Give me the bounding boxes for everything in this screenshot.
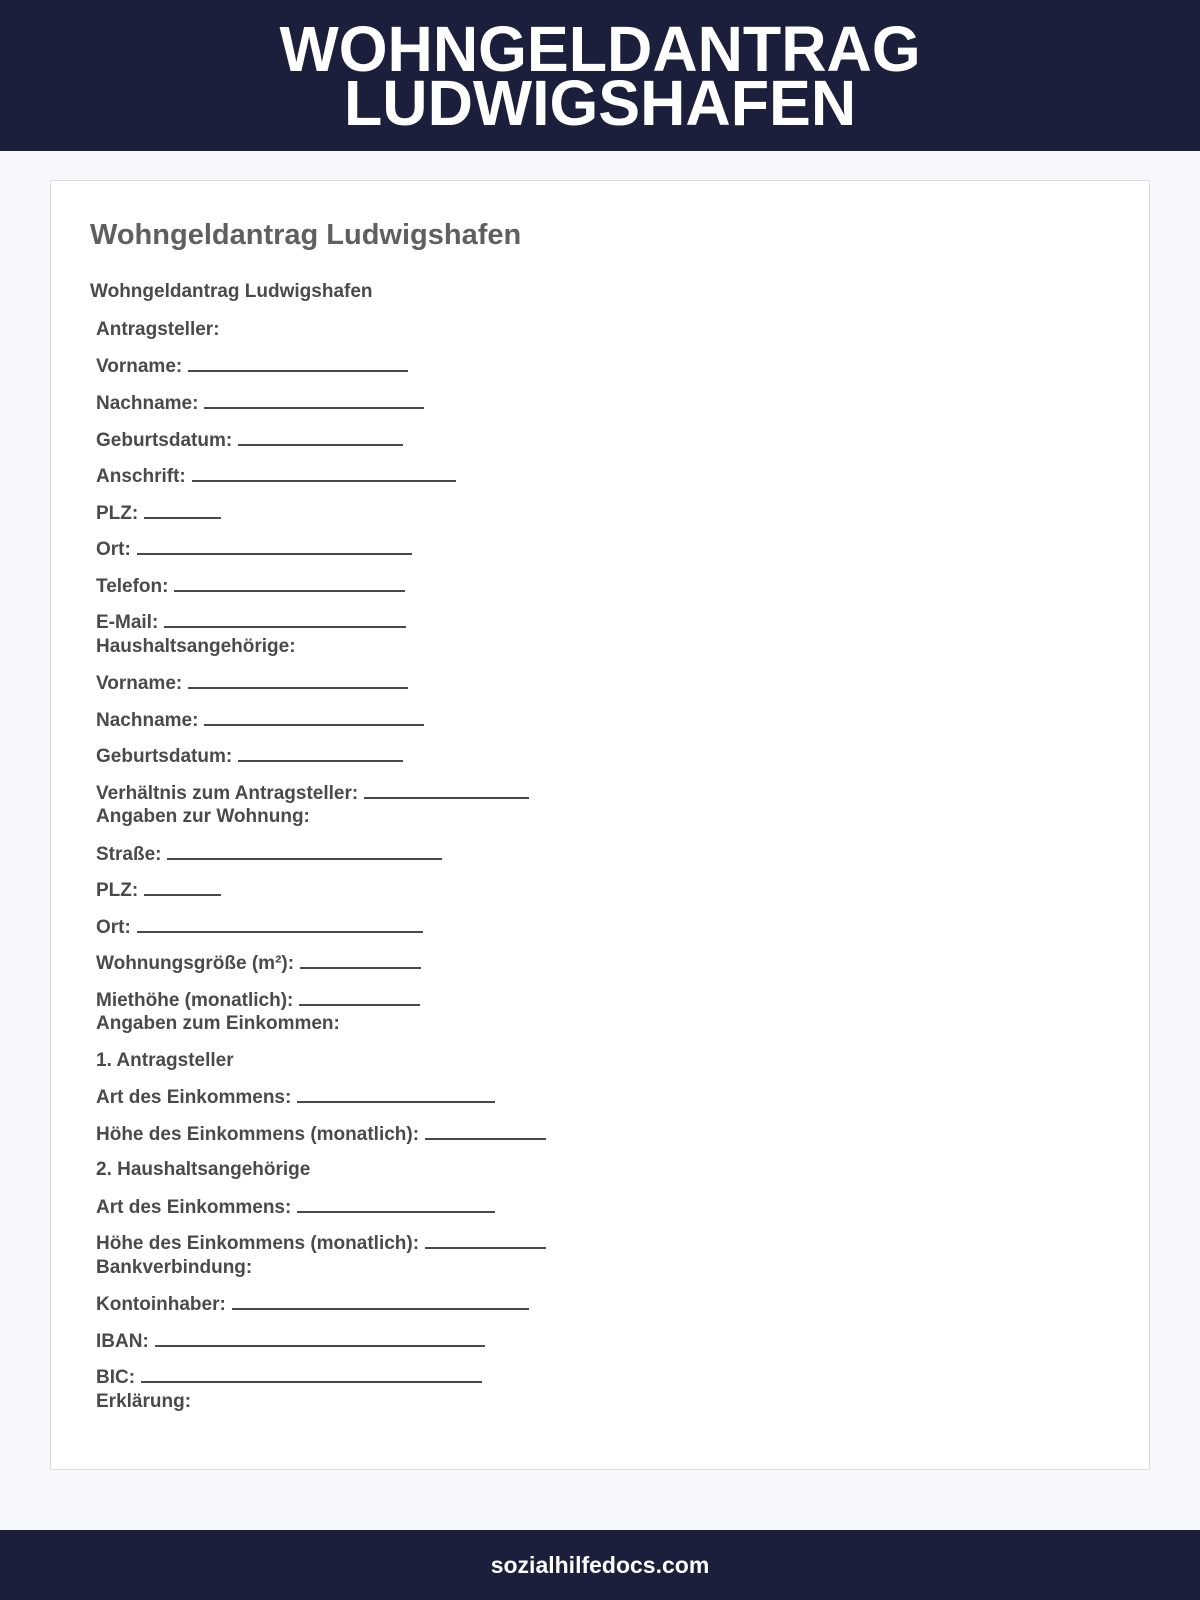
fill-in-blank[interactable] xyxy=(297,1196,495,1213)
form-field-row xyxy=(96,502,221,525)
fill-in-blank[interactable] xyxy=(204,709,424,726)
section-heading xyxy=(96,1050,234,1072)
form-field-row xyxy=(96,611,406,634)
field-label: Bankverbindung: xyxy=(96,1257,253,1278)
fill-in-blank[interactable] xyxy=(238,429,403,446)
field-label: Wohnungsgröße (m²): xyxy=(96,953,295,974)
field-label: Miethöhe (monatlich): xyxy=(96,990,294,1011)
field-label: Antragsteller: xyxy=(96,319,220,340)
form-field-row xyxy=(96,538,412,561)
footer-site: sozialhilfedocs.com xyxy=(490,1551,710,1578)
field-label: Erklärung: xyxy=(96,1391,192,1412)
section-heading xyxy=(96,1257,252,1279)
form-field-row xyxy=(96,1232,546,1255)
field-label: Verhältnis zum Antragsteller: xyxy=(96,783,359,804)
form-field-row xyxy=(96,952,421,975)
field-label: Telefon: xyxy=(96,576,169,597)
fill-in-blank[interactable] xyxy=(144,879,221,896)
section-heading xyxy=(96,1159,310,1181)
field-label: Haushaltsangehörige: xyxy=(96,636,296,657)
field-label: Vorname: xyxy=(96,356,183,377)
fill-in-blank[interactable] xyxy=(144,502,221,519)
field-label: IBAN: xyxy=(96,1331,149,1352)
fill-in-blank[interactable] xyxy=(425,1123,546,1140)
form-field-row xyxy=(96,672,408,695)
fill-in-blank[interactable] xyxy=(300,952,421,969)
fill-in-blank[interactable] xyxy=(297,1086,495,1103)
field-label: Ort: xyxy=(96,539,131,560)
form-field-row xyxy=(96,1293,529,1316)
form-field-row xyxy=(96,392,424,415)
field-label: Angaben zum Einkommen: xyxy=(96,1013,340,1034)
fill-in-blank[interactable] xyxy=(155,1330,485,1347)
form-field-row xyxy=(96,745,403,768)
field-label: E-Mail: xyxy=(96,612,159,633)
form-field-row xyxy=(96,1330,485,1353)
form-field-row xyxy=(96,916,423,939)
field-label: Kontoinhaber: xyxy=(96,1294,226,1315)
field-label: Höhe des Einkommens (monatlich): xyxy=(96,1233,420,1254)
section-heading xyxy=(96,806,310,828)
form-field-row xyxy=(96,1366,482,1389)
header-title-line2: LUDWIGSHAFEN xyxy=(343,66,857,139)
field-label: Anschrift: xyxy=(96,466,186,487)
fill-in-blank[interactable] xyxy=(141,1366,482,1383)
page-footer xyxy=(0,1530,1200,1600)
field-label: PLZ: xyxy=(96,503,139,524)
form-field-row xyxy=(96,575,405,598)
section-heading xyxy=(96,319,220,341)
section-heading xyxy=(96,1013,340,1035)
field-label: Geburtsdatum: xyxy=(96,746,233,767)
form-field-row xyxy=(96,709,424,732)
field-label: 2. Haushaltsangehörige xyxy=(96,1159,311,1180)
section-heading xyxy=(96,636,296,658)
fill-in-blank[interactable] xyxy=(299,989,420,1006)
field-label: Ort: xyxy=(96,917,131,938)
section-heading xyxy=(96,1391,191,1413)
field-label: Angaben zur Wohnung: xyxy=(96,806,310,827)
form-field-row xyxy=(96,429,403,452)
form-field-row xyxy=(96,1196,495,1219)
page-header xyxy=(0,0,1200,151)
field-label: Nachname: xyxy=(96,393,199,414)
field-label: BIC: xyxy=(96,1367,136,1388)
document-card xyxy=(50,180,1150,1470)
fill-in-blank[interactable] xyxy=(364,782,529,799)
field-label: Höhe des Einkommens (monatlich): xyxy=(96,1124,420,1145)
fill-in-blank[interactable] xyxy=(164,611,406,628)
fill-in-blank[interactable] xyxy=(232,1293,529,1310)
form-field-row xyxy=(96,879,221,902)
fill-in-blank[interactable] xyxy=(174,575,405,592)
fill-in-blank[interactable] xyxy=(425,1232,546,1249)
form-field-row xyxy=(96,355,408,378)
field-label: Art des Einkommens: xyxy=(96,1087,292,1108)
form-field-row xyxy=(96,843,442,866)
header-title-line1: WOHNGELDANTRAG xyxy=(279,12,921,85)
fill-in-blank[interactable] xyxy=(192,465,456,482)
fill-in-blank[interactable] xyxy=(167,843,442,860)
field-label: PLZ: xyxy=(96,880,139,901)
document-subtitle: Wohngeldantrag Ludwigshafen xyxy=(90,281,373,302)
field-label: Vorname: xyxy=(96,673,183,694)
field-label: Nachname: xyxy=(96,710,199,731)
form-field-row xyxy=(96,782,529,805)
form-field-row xyxy=(96,989,420,1012)
field-label: Straße: xyxy=(96,844,162,865)
fill-in-blank[interactable] xyxy=(238,745,403,762)
field-label: 1. Antragsteller xyxy=(96,1050,234,1071)
fill-in-blank[interactable] xyxy=(188,672,408,689)
field-label: Art des Einkommens: xyxy=(96,1197,292,1218)
fill-in-blank[interactable] xyxy=(188,355,408,372)
document-title: Wohngeldantrag Ludwigshafen xyxy=(90,219,522,251)
form-field-row xyxy=(96,1123,546,1146)
fill-in-blank[interactable] xyxy=(137,538,412,555)
header-title xyxy=(279,12,921,139)
fill-in-blank[interactable] xyxy=(137,916,423,933)
form-field-row xyxy=(96,465,456,488)
form-field-row xyxy=(96,1086,495,1109)
field-label: Geburtsdatum: xyxy=(96,430,233,451)
fill-in-blank[interactable] xyxy=(204,392,424,409)
